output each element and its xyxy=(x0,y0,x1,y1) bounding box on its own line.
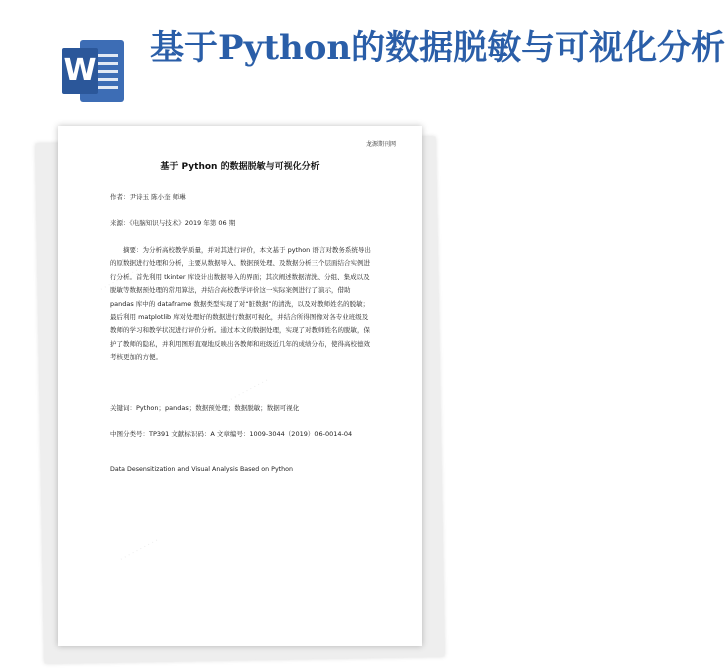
keywords: 关键词：Python；pandas；数据预处理；数据脱敏；数据可视化 xyxy=(110,404,300,412)
word-icon-letter: W xyxy=(62,48,98,94)
abstract xyxy=(110,244,374,365)
authors: 作者：尹诗玉 陈小奎 师琳 xyxy=(110,193,186,201)
document-page xyxy=(58,126,422,646)
classification xyxy=(110,402,376,415)
classification-line: 中图分类号：TP391 文献标识码：A 文章编号：1009-3044（2019）06-0014-04 xyxy=(110,430,353,438)
watermark: · · · · · · · · · · xyxy=(98,266,140,294)
watermark: · · · · · · · · · · xyxy=(118,536,160,564)
banner-title: 基于Python的数据脱敏与可视化分析 xyxy=(150,28,725,68)
watermark: · · · · · · · · · · xyxy=(228,376,270,404)
journal-name: 龙源期刊网 xyxy=(365,141,396,148)
preview-banner xyxy=(0,0,725,120)
abstract-text: 摘要：为分析高校教学质量，并对其进行评价，本文基于 python 语言对教务系统导出的原数据进行处理和分析，主要从数据导入、数据预处理、及数据分析三个层面结合实例进行分析。首先利用 tkinter 库设计出数据导入的界面；其次阐述数据清洗、分组、集成以及脱敏等数据预处理的常用算法，并结合高校教学评价这一实际案例进行了演示，借助 pandas 库中的 dataframe 数据类型实现了对“脏数据”的清洗，以及对教师姓名的脱敏；最后利用 matplotlib 库对处理好的数据进行数据可视化，并结合所得图像对各专业班级及教师的学习和教学状况进行评价分析。通过本文的数据处理，实现了对教师姓名的脱敏，保护了教师的隐私，并利用图形直观地反映出各教师和班级近几年的成绩分布，使得高校德效考核更加的方便。 xyxy=(110,246,371,362)
english-title: Data Desensitization and Visual Analysis Based on Python xyxy=(110,466,293,473)
source: 来源：《电脑知识与技术》2019 年第 06 期 xyxy=(110,219,236,227)
word-icon xyxy=(62,40,124,102)
document-title: 基于 Python 的数据脱敏与可视化分析 xyxy=(160,162,320,172)
